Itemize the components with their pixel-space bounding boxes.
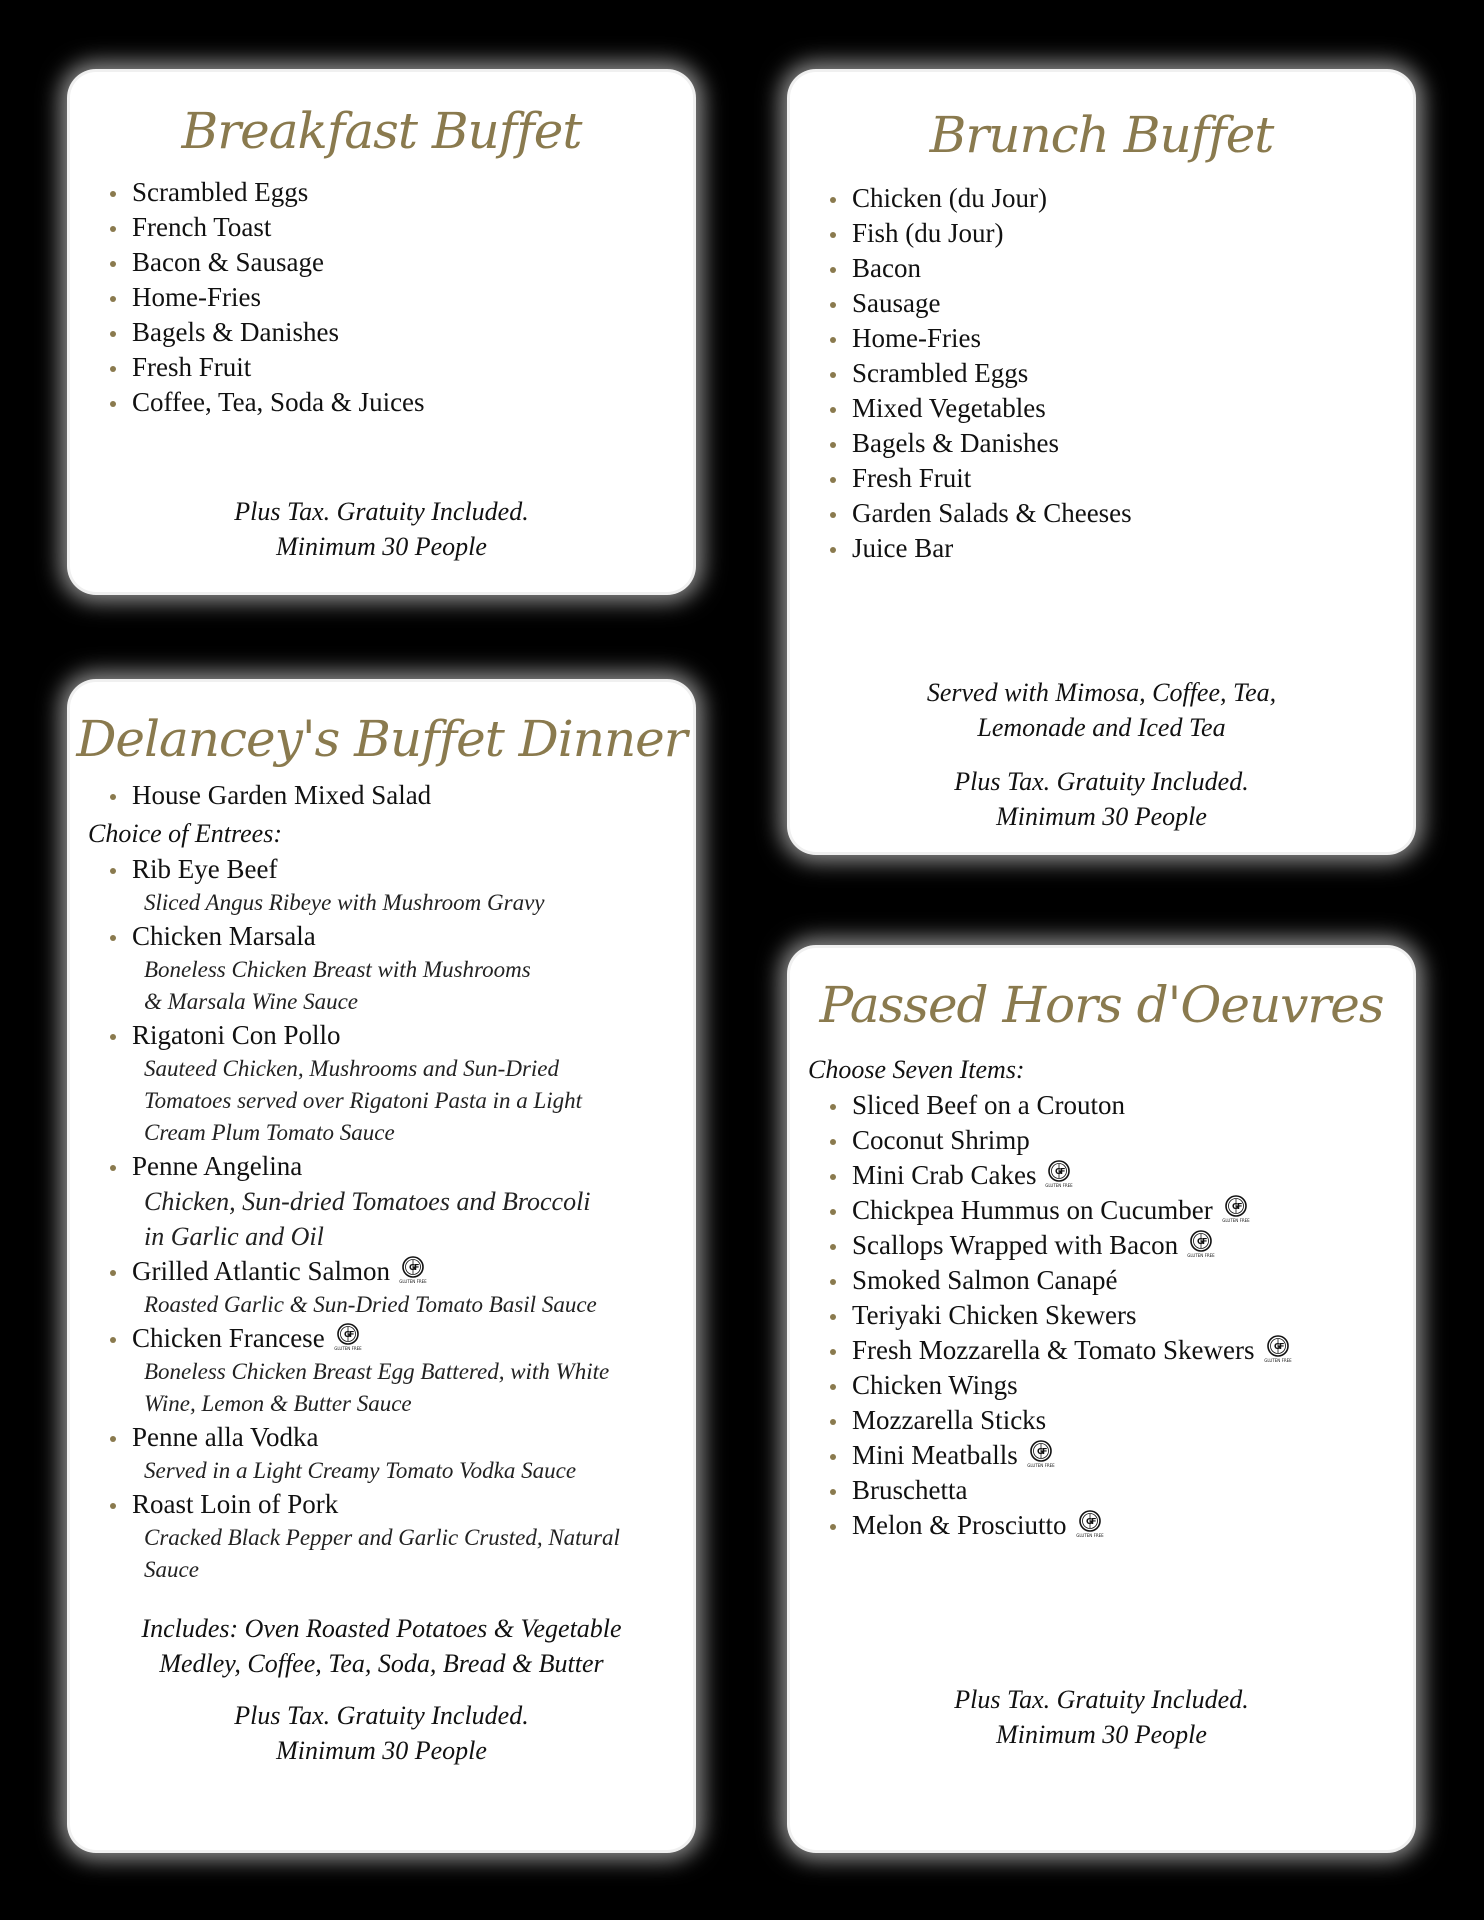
served-line: Lemonade and Iced Tea [977,713,1226,742]
list-item [828,1088,1293,1123]
list-item: House Garden Mixed Salad [108,778,431,813]
list-item: Bagels & Danishes [828,426,1132,461]
list-item: Bacon & Sausage [108,245,425,280]
list-item [108,1018,688,1149]
entree-name: Penne alla Vodka [132,1422,319,1452]
passed-title: Passed Hors d'Oeuvres [819,976,1384,1034]
list-item: Home-Fries [828,321,1132,356]
gluten-free-icon [1026,1439,1056,1469]
list-item [828,1368,1293,1403]
list-item: Scrambled Eggs [828,356,1132,391]
minimum-note: Minimum 30 People [996,802,1207,831]
dinner-title: Delancey's Buffet Dinner [76,710,687,768]
list-item [108,1254,688,1321]
list-item [828,1298,1293,1333]
passed-footer [790,1682,1413,1752]
gluten-free-icon [1186,1229,1216,1259]
list-item [108,919,688,1018]
item-label: Chickpea Hummus on Cucumber [852,1195,1213,1225]
entree-name: Chicken Marsala [132,921,316,951]
entree-name: Penne Angelina [132,1151,303,1181]
list-item: Bacon [828,251,1132,286]
gluten-free-icon [1221,1194,1251,1224]
passed-hors-doeuvres-card [790,948,1413,1850]
item-label: Smoked Salmon Canapé [852,1265,1118,1295]
list-item: Juice Bar [828,531,1132,566]
entree-description: Boneless Chicken Breast with Mushrooms [144,957,531,982]
buffet-dinner-card [70,682,693,1850]
entrees-list [108,852,688,1586]
list-item [828,1403,1293,1438]
list-item [828,1438,1293,1473]
list-item: Fresh Fruit [108,350,425,385]
brunch-footer [790,764,1413,834]
list-item [108,1487,688,1586]
minimum-note: Minimum 30 People [276,532,487,561]
breakfast-buffet-card [70,72,693,592]
gluten-free-icon [1075,1509,1105,1539]
gluten-free-icon [333,1322,363,1352]
tax-note: Plus Tax. Gratuity Included. [954,767,1249,796]
gluten-free-icon [398,1255,428,1285]
entree-name: Rib Eye Beef [132,854,278,884]
item-label: Scallops Wrapped with Bacon [852,1230,1179,1260]
entree-description: Cream Plum Tomato Sauce [144,1120,395,1145]
item-label: Mozzarella Sticks [852,1405,1047,1435]
entree-description: Sauce [144,1557,199,1582]
item-label: Teriyaki Chicken Skewers [852,1300,1137,1330]
entree-name: Rigatoni Con Pollo [132,1020,341,1050]
list-item: Fresh Fruit [828,461,1132,496]
entree-name: Chicken Francese [132,1323,325,1353]
entree-description: in Garlic and Oil [144,1222,324,1251]
list-item: Garden Salads & Cheeses [828,496,1132,531]
list-item [108,1321,688,1420]
entree-description: Boneless Chicken Breast Egg Battered, with White [144,1359,610,1384]
entree-description: Sliced Angus Ribeye with Mushroom Gravy [144,890,545,915]
minimum-note: Minimum 30 People [996,1720,1207,1749]
breakfast-footer [70,494,693,564]
entree-description: Chicken, Sun-dried Tomatoes and Broccoli [144,1187,591,1216]
dinner-includes-note [70,1611,693,1681]
entree-description: Tomatoes served over Rigatoni Pasta in a Light [144,1088,583,1113]
entree-description: Roasted Garlic & Sun-Dried Tomato Basil Sauce [144,1292,597,1317]
item-label: Sliced Beef on a Crouton [852,1090,1125,1120]
brunch-served-note [790,675,1413,745]
list-item [828,1193,1293,1228]
list-item [108,1420,688,1487]
item-label: Mini Crab Cakes [852,1160,1037,1190]
choose-seven-items-label: Choose Seven Items: [808,1055,1025,1084]
list-item: French Toast [108,210,425,245]
entree-name: Roast Loin of Pork [132,1489,339,1519]
item-label: Chicken Wings [852,1370,1018,1400]
list-item [828,1228,1293,1263]
entree-description: Sauteed Chicken, Mushrooms and Sun-Dried [144,1056,559,1081]
item-label: Melon & Prosciutto [852,1510,1067,1540]
tax-note: Plus Tax. Gratuity Included. [954,1685,1249,1714]
list-item: Fish (du Jour) [828,216,1132,251]
item-label: Fresh Mozzarella & Tomato Skewers [852,1335,1255,1365]
brunch-items-list [828,181,1132,566]
breakfast-title: Breakfast Buffet [181,102,582,160]
dinner-salad-list [108,778,431,813]
breakfast-items-list [108,175,425,420]
brunch-title: Brunch Buffet [929,106,1274,164]
list-item [108,1149,688,1254]
gluten-free-icon [1263,1334,1293,1364]
list-item: Scrambled Eggs [108,175,425,210]
entree-description: & Marsala Wine Sauce [144,989,358,1014]
entree-description: Cracked Black Pepper and Garlic Crusted, Natural [144,1525,620,1550]
entree-name: Grilled Atlantic Salmon [132,1256,390,1286]
entree-description: Wine, Lemon & Butter Sauce [144,1391,412,1416]
list-item [828,1263,1293,1298]
minimum-note: Minimum 30 People [276,1736,487,1765]
list-item [828,1123,1293,1158]
gluten-free-icon [1044,1159,1074,1189]
item-label: Bruschetta [852,1475,968,1505]
tax-note: Plus Tax. Gratuity Included. [234,497,529,526]
list-item [108,852,688,919]
item-label: Mini Meatballs [852,1440,1018,1470]
tax-note: Plus Tax. Gratuity Included. [234,1701,529,1730]
list-item: Bagels & Danishes [108,315,425,350]
dinner-footer [70,1698,693,1768]
entree-description: Served in a Light Creamy Tomato Vodka Sauce [144,1458,577,1483]
includes-line: Includes: Oven Roasted Potatoes & Vegetable [141,1614,622,1643]
list-item [828,1333,1293,1368]
list-item: Home-Fries [108,280,425,315]
passed-items-list [828,1088,1293,1543]
list-item: Mixed Vegetables [828,391,1132,426]
item-label: Coconut Shrimp [852,1125,1030,1155]
list-item: Coffee, Tea, Soda & Juices [108,385,425,420]
list-item [828,1508,1293,1543]
choice-of-entrees-label: Choice of Entrees: [88,819,282,848]
includes-line: Medley, Coffee, Tea, Soda, Bread & Butter [159,1649,604,1678]
list-item [828,1158,1293,1193]
brunch-buffet-card [790,72,1413,852]
served-line: Served with Mimosa, Coffee, Tea, [926,678,1277,707]
list-item: Sausage [828,286,1132,321]
list-item: Chicken (du Jour) [828,181,1132,216]
list-item [828,1473,1293,1508]
